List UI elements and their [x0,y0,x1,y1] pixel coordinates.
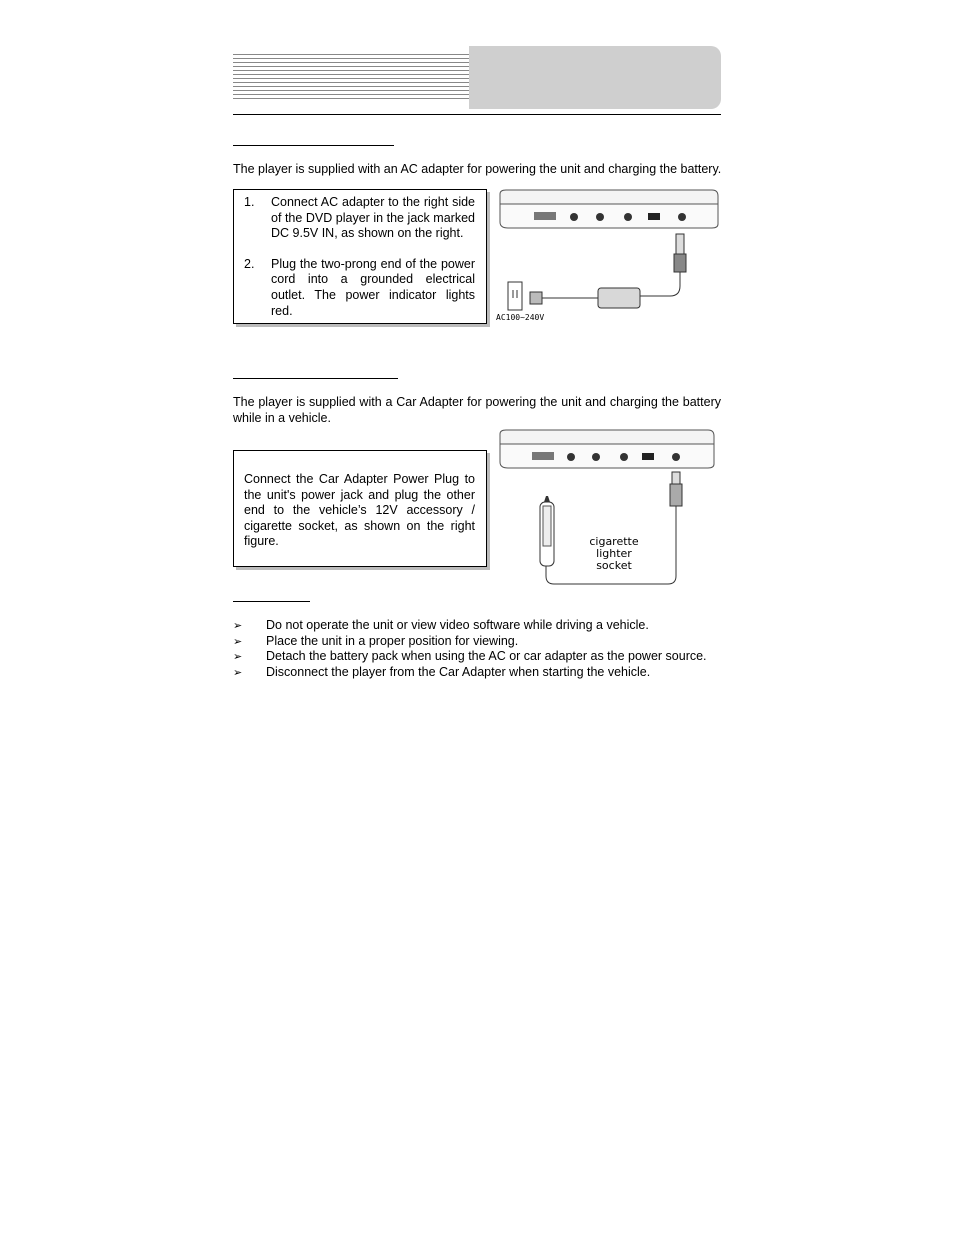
ac-step-1-text: Connect AC adapter to the right side of the DVD player in the jack marked DC 9.5V IN, as shown on the right. [271,195,475,241]
arrowhead-bullet-icon: ➢ [233,650,243,663]
car-instruction-text: Connect the Car Adapter Power Plug to the unit's power jack and plug the other end to the vehicle’s 12V accessory / cigarette socket, as shown on the right figure. [244,472,475,549]
car-instructions-box [233,450,487,567]
ac-step-2 [234,257,475,319]
ac-instructions-box [233,189,487,324]
section-heading-underline-ac [233,145,394,146]
ac-intro-text: The player is supplied with an AC adapter for powering the unit and charging the battery. [233,162,722,176]
list-item [233,618,723,634]
header-rule [233,114,721,115]
note-text: Do not operate the unit or view video software while driving a vehicle. [266,618,649,632]
notes-list [233,618,723,680]
socket-label: socket [596,559,632,572]
note-text: Disconnect the player from the Car Adapter when starting the vehicle. [266,664,651,679]
note-text: Place the unit in a proper position for viewing. [266,633,519,648]
cigarette-label: cigarette [589,535,639,548]
lighter-label: lighter [596,547,632,560]
header-title-box [469,46,721,109]
ac-step-2-number: 2. [244,256,255,271]
ac-adapter-figure [490,186,722,328]
car-intro-text: The player is supplied with a Car Adapter for powering the unit and charging the battery while in a vehicle. [233,395,721,425]
list-item [233,665,723,681]
header-stripes [233,54,473,102]
ac-step-1-number: 1. [244,195,255,209]
list-item [233,634,723,650]
arrowhead-bullet-icon: ➢ [233,634,243,648]
note-text: Detach the battery pack when using the AC or car adapter as the power source. [266,649,707,663]
section-heading-underline-notes [233,601,310,602]
ac-step-2-text: Plug the two-prong end of the power cord into a grounded electrical outlet. The power indicator lights red. [271,256,475,318]
arrowhead-bullet-icon: ➢ [233,619,243,632]
ac-step-1 [234,195,475,242]
list-item [233,649,723,665]
car-adapter-figure [494,426,720,592]
arrowhead-bullet-icon: ➢ [233,665,243,679]
ac-voltage-label: AC100~240V [496,313,545,322]
section-heading-underline-car [233,378,398,379]
